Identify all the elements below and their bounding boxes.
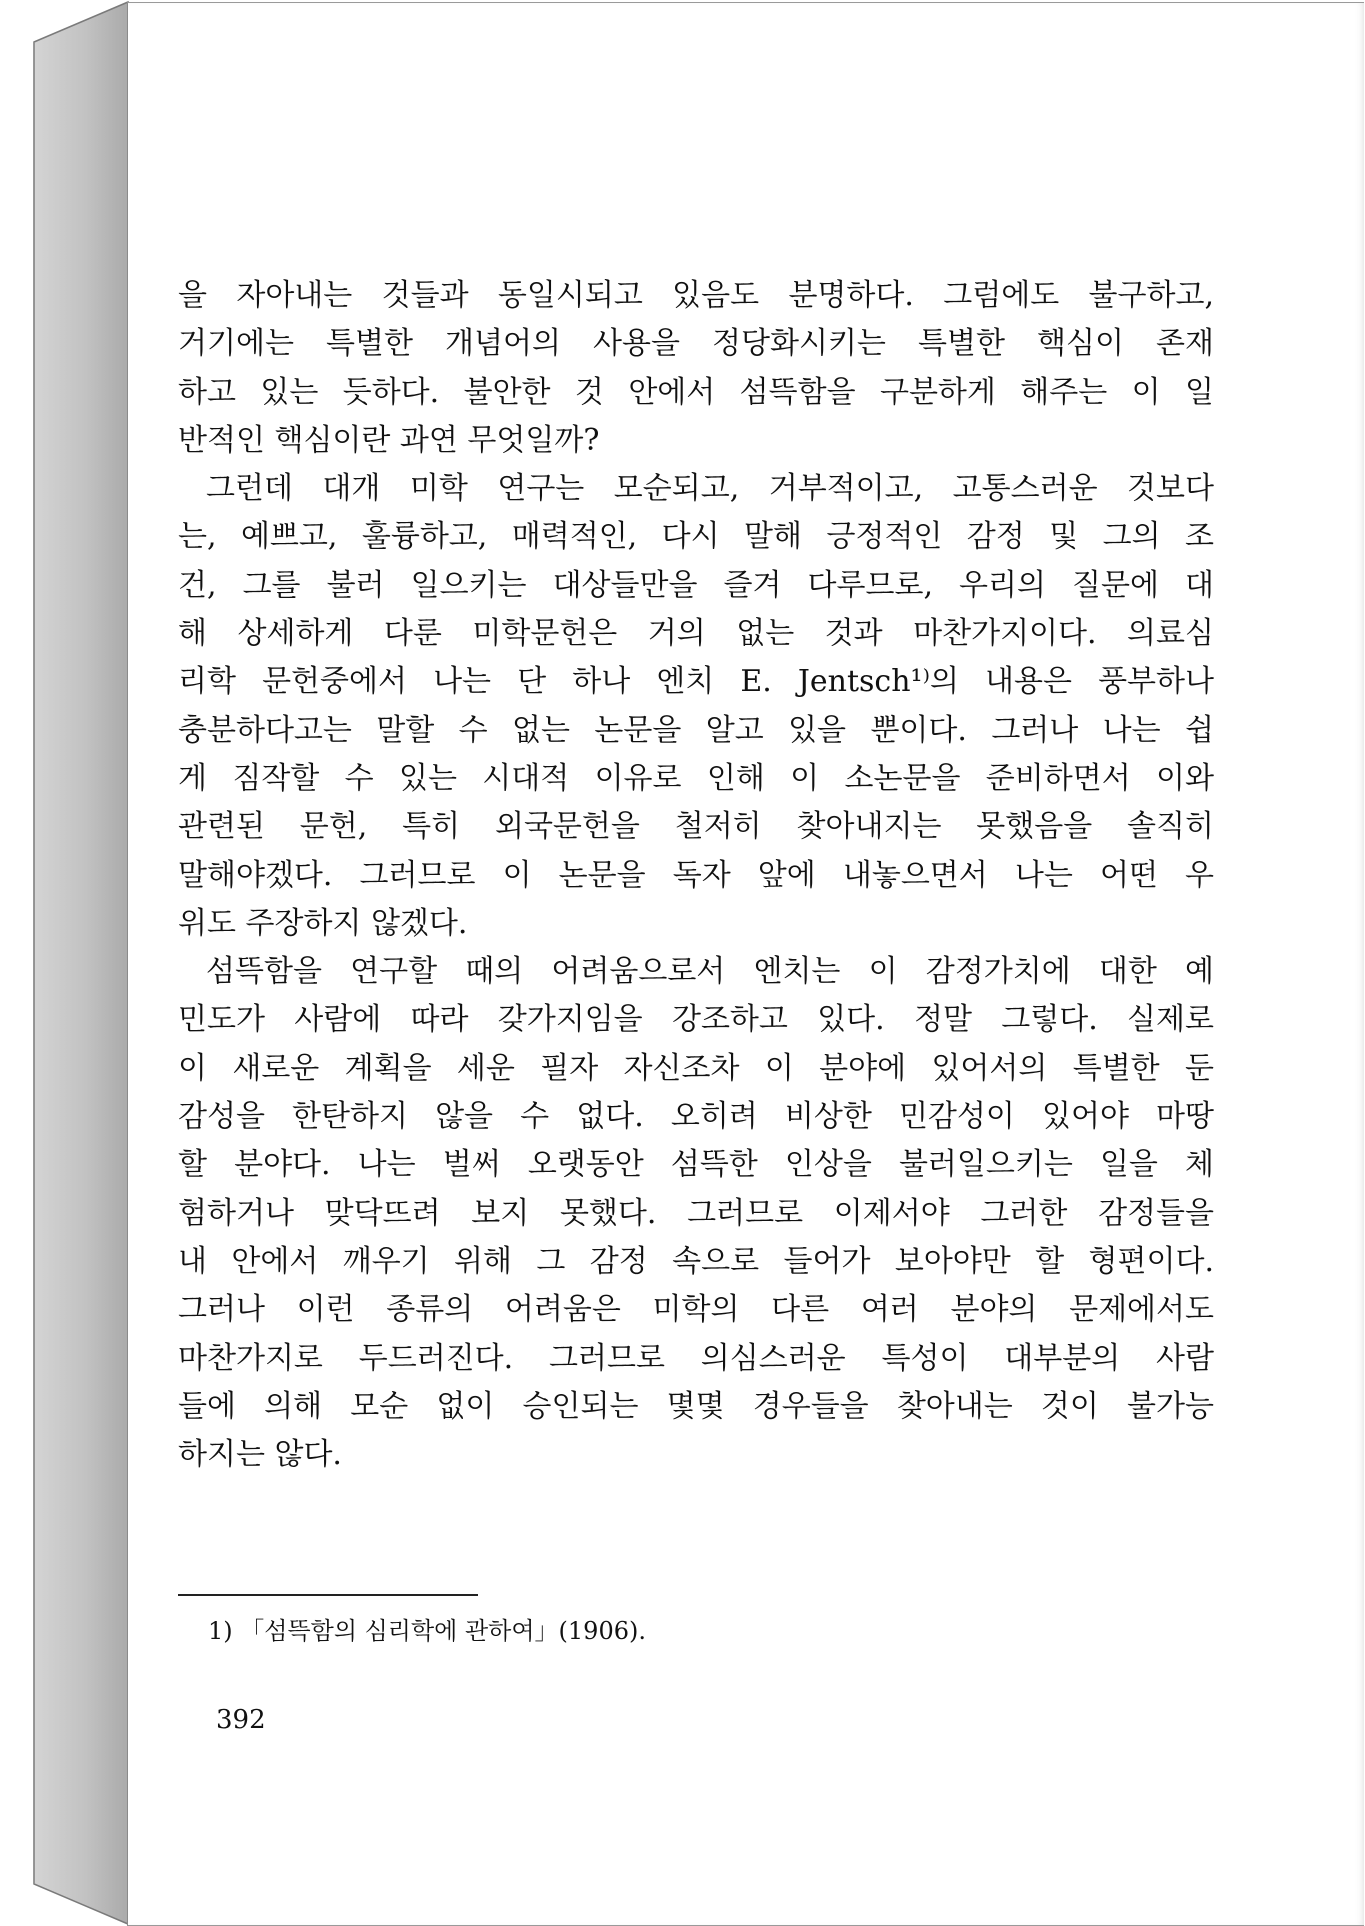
text-line: 감성을 한탄하지 않을 수 없다. 오히려 비상한 민감성이 있어야 마땅 <box>178 1099 1214 1135</box>
text-line: 반적인 핵심이란 과연 무엇일까? <box>178 422 600 458</box>
text-line: 을 자아내는 것들과 동일시되고 있음도 분명하다. 그럼에도 불구하고, <box>178 278 1214 313</box>
text-line: 할 분야다. 나는 벌써 오랫동안 섬뜩한 인상을 불러일으키는 일을 체 <box>178 1147 1214 1183</box>
text-line: 하지는 않다. <box>178 1437 342 1473</box>
text-line: 섬뜩함을 연구할 때의 어려움으로서 엔치는 이 감정가치에 대한 예 <box>206 954 1214 990</box>
text-line: 위도 주장하지 않겠다. <box>178 905 468 941</box>
text-line: 말해야겠다. 그러므로 이 논문을 독자 앞에 내놓으면서 나는 어떤 우 <box>178 857 1214 893</box>
book-spine <box>0 0 140 1926</box>
text-line: 충분하다고는 말할 수 없는 논문을 알고 있을 뿐이다. 그러나 나는 쉽 <box>178 712 1214 748</box>
spine-face <box>34 2 128 1924</box>
footnote: 1) 「섬뜩함의 심리학에 관하여」(1906). <box>208 1617 646 1645</box>
text-line: 그런데 대개 미학 연구는 모순되고, 거부적이고, 고통스러운 것보다 <box>206 471 1214 507</box>
text-line: 건, 그를 불러 일으키는 대상들만을 즐겨 다루므로, 우리의 질문에 대 <box>178 567 1214 603</box>
paragraph-2 <box>178 465 1214 948</box>
paragraph-1 <box>178 272 1214 465</box>
text-line: 민도가 사람에 따라 갖가지임을 강조하고 있다. 정말 그렇다. 실제로 <box>178 1002 1214 1038</box>
body-text <box>178 272 1214 1479</box>
text-line: 하고 있는 듯하다. 불안한 것 안에서 섬뜩함을 구분하게 해주는 이 일 <box>178 374 1214 410</box>
text-line: 게 짐작할 수 있는 시대적 이유로 인해 이 소논문을 준비하면서 이와 <box>178 760 1214 796</box>
text-line: 들에 의해 모순 없이 승인되는 몇몇 경우들을 찾아내는 것이 불가능 <box>178 1388 1214 1424</box>
text-line: 관련된 문헌, 특히 외국문헌을 철저히 찾아내지는 못했음을 솔직히 <box>178 809 1214 845</box>
text-line: 는, 예쁘고, 훌륭하고, 매력적인, 다시 말해 긍정적인 감정 및 그의 조 <box>178 519 1214 555</box>
text-line: 험하거나 맞닥뜨려 보지 못했다. 그러므로 이제서야 그러한 감정들을 <box>178 1195 1214 1231</box>
page-number: 392 <box>216 1705 266 1735</box>
text-line: 이 새로운 계획을 세운 필자 자신조차 이 분야에 있어서의 특별한 둔 <box>178 1050 1214 1086</box>
text-line: 마찬가지로 두드러진다. 그러므로 의심스러운 특성이 대부분의 사람 <box>178 1340 1214 1376</box>
footnote-divider <box>178 1594 478 1596</box>
spine-outer-edge <box>0 1 34 1925</box>
paragraph-3 <box>178 948 1214 1479</box>
text-line: 해 상세하게 다룬 미학문헌은 거의 없는 것과 마찬가지이다. 의료심 <box>178 616 1214 652</box>
text-line: 내 안에서 깨우기 위해 그 감정 속으로 들어가 보아야만 할 형편이다. <box>178 1243 1214 1279</box>
text-line: 리학 문헌중에서 나는 단 하나 엔치 E. Jentsch¹⁾의 내용은 풍부하나 <box>178 664 1214 700</box>
text-line: 거기에는 특별한 개념어의 사용을 정당화시키는 특별한 핵심이 존재 <box>178 326 1214 362</box>
text-line: 그러나 이런 종류의 어려움은 미학의 다른 여러 분야의 문제에서도 <box>178 1292 1214 1328</box>
